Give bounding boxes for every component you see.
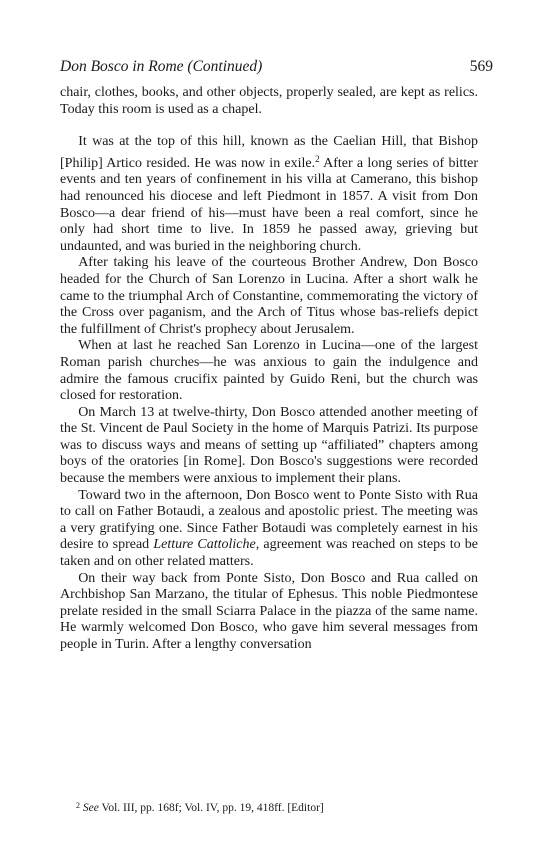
paragraph-continued: chair, clothes, books, and other objects, properly sealed, are kept as relics. Today this room is used as a chapel. — [60, 85, 478, 117]
italic-title: Letture Cattoliche, — [153, 537, 260, 553]
paragraph-text: After a long series of bitter events and ten years of confinement in his villa at Camerano, this bishop had renounced his diocese and left Piedmont in 1857. A visit from Don Bosco—a dear friend of his—must have been a real comfort, since he only had short time to live. In 1859 he passed away, grieving but undaunted, and was buried in the neighboring church. — [60, 155, 478, 254]
page-number: 569 — [469, 58, 493, 75]
paragraph-botaudi — [60, 488, 478, 571]
footnote-see: See — [82, 802, 99, 814]
footnote — [76, 799, 476, 815]
paragraph-text: It was at the top of this hill, known as the Caelian Hill, that Bishop [Philip] Artico resided. He was now in exile. — [60, 134, 478, 171]
paragraph-lorenzo-church: When at last he reached San Lorenzo in Lucina—one of the largest Roman parish churches—he was anxious to gain the indulgence and admire the famous crucifix painted by Guido Reni, but the church was closed for restoration. — [60, 338, 478, 404]
paragraph-san-marzano: On their way back from Ponte Sisto, Don Bosco and Rua called on Archbishop San Marzano, the titular of Ephesus. This noble Piedmontese prelate resided in the small Sciarra Palace in the piazza of the same name. He warmly welcomed Don Bosco, who gave him several messages from people in Turin. After a lengthy conversation — [60, 570, 478, 652]
paragraph-text: agreement was reached on steps to be taken and on other related matters. — [60, 537, 478, 570]
paragraph-vincent-de-paul: On March 13 at twelve-thirty, Don Bosco attended another meeting of the St. Vincent de Paul Society in the home of Marquis Patrizi. Its purpose was to discuss ways and means of setting up “affiliated” chapters among boys of the oratories [in Rome]. Don Bosco's suggestions were recorded because the members were anxious to implement their plans. — [60, 404, 478, 487]
footnote-mark: 2 — [76, 801, 80, 810]
paragraph-artico — [60, 134, 478, 255]
paragraph-text: Toward two in the afternoon, Don Bosco went to Ponte Sisto with Rua to call on Father Botaudi, a zealous and apostolic priest. The meeting was a very gratifying one. Since Father Botaudi was completely earnest in his desire to spread — [60, 487, 478, 553]
footnote-reference: 2 — [315, 153, 320, 164]
footnote-text: Vol. III, pp. 168f; Vol. IV, pp. 19, 418ff. [Editor] — [98, 802, 324, 814]
body-text — [60, 85, 478, 654]
running-title: Don Bosco in Rome (Continued) — [60, 58, 263, 75]
paragraph-lorenzo-walk: After taking his leave of the courteous Brother Andrew, Don Bosco headed for the Church of San Lorenzo in Lucina. After a short walk he came to the triumphal Arch of Constantine, commemorating the victory of the Cross over paganism, and the Arch of Titus whose bas-reliefs depict the fulfillment of Christ's prophecy about Jerusalem. — [60, 255, 478, 337]
running-header — [60, 58, 493, 76]
